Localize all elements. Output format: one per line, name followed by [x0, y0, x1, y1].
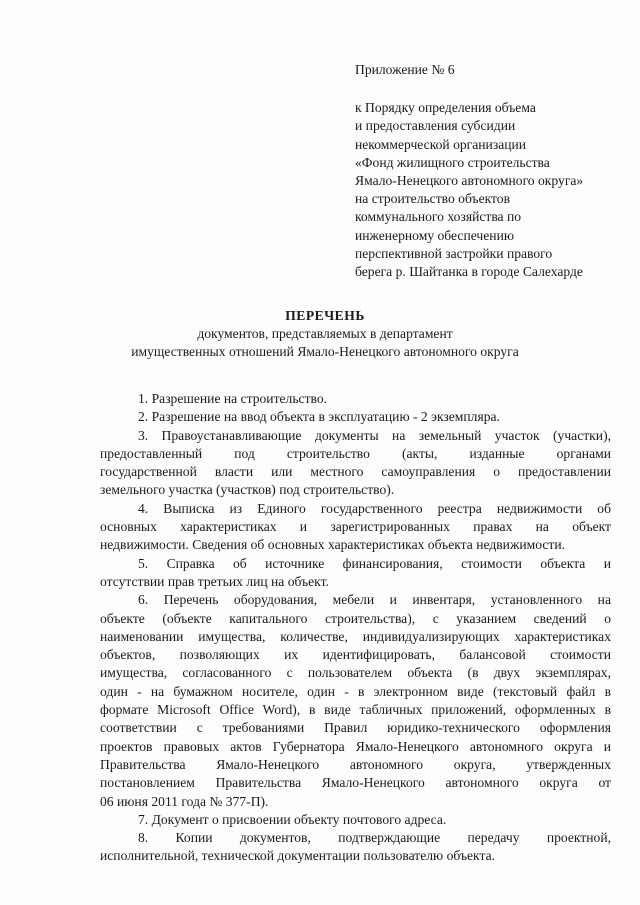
list-item: [100, 427, 611, 500]
annex-line: коммунального хозяйства по: [355, 209, 522, 225]
annex-line: Ямало-Ненецкого автономного округа»: [355, 173, 584, 189]
item-line: 6. Перечень оборудования, мебели и инвентаря, установленного на: [138, 592, 611, 608]
item-line: проектов правовых актов Губернатора Ямало-Ненецкого автономного округа и: [100, 738, 611, 754]
item-line: Правительства Ямало-Ненецкого автономного округа, утвержденных: [100, 756, 611, 772]
item-line: 2. Разрешение на ввод объекта в эксплуатацию - 2 экземпляра.: [138, 409, 500, 425]
document-list: [100, 390, 611, 866]
list-item: [100, 555, 611, 592]
list-item: [100, 811, 611, 829]
item-line: государственной власти или местного самоуправления о предоставлении: [100, 464, 611, 480]
list-item: [100, 408, 611, 426]
annex-line: инженерному обеспечению: [355, 227, 514, 243]
item-line: соответствии с требованиями Правил юридико-технического оформления: [100, 720, 611, 736]
annex-line: берега р. Шайтанка в городе Салехарде: [355, 264, 583, 280]
heading-subtitle-line: документов, представляемых в департамент: [197, 326, 453, 342]
item-line: 8. Копии документов, подтверждающие передачу проектной,: [138, 830, 611, 846]
annex-title: Приложение № 6: [355, 62, 455, 77]
document-heading: [60, 307, 590, 362]
item-line: 4. Выписка из Единого государственного реестра недвижимости об: [138, 500, 611, 516]
item-line: 3. Правоустанавливающие документы на земельный участок (участки),: [138, 427, 611, 443]
annex-line: к Порядку определения объема: [355, 100, 536, 116]
item-line: постановлением Правительства Ямало-Ненецкого автономного округа от: [100, 775, 611, 791]
item-line: земельного участка (участков) под строительство).: [100, 482, 395, 498]
item-line: исполнительной, технической документации пользователю объекта.: [100, 848, 496, 864]
annex-line: перспективной застройки правого: [355, 245, 553, 261]
annex-line: на строительство объектов: [355, 191, 511, 207]
item-line: недвижимости. Сведения об основных характеристиках объекта недвижимости.: [100, 537, 565, 553]
item-line: 06 июня 2011 года № 377-П).: [100, 793, 269, 809]
item-line: формате Microsoft Office Word), в виде табличных приложений, оформленных в: [100, 702, 611, 718]
item-line: 5. Справка об источнике финансирования, стоимости объекта и: [138, 555, 611, 571]
item-line: один - на бумажном носителе, один - в электронном виде (текстовый файл в: [100, 683, 611, 699]
item-line: объектов, позволяющих их идентифицировать, балансовой стоимости: [100, 647, 611, 663]
item-line: наименовании имущества, количестве, индивидуализирующих характеристиках: [100, 628, 611, 644]
list-item: [100, 500, 611, 555]
annex-description: [355, 99, 630, 281]
annex-line: некоммерческой организации: [355, 136, 527, 152]
item-line: основных характеристиках и зарегистрированных правах на объект: [100, 519, 611, 535]
heading-title: ПЕРЕЧЕНЬ: [285, 308, 365, 323]
item-line: предоставленный под строительство (акты, изданные органами: [100, 445, 611, 461]
annex-line: и предоставления субсидии: [355, 118, 516, 134]
list-item: [100, 390, 611, 408]
item-line: имущества, согласованного с пользователем объекта (в двух экземплярах,: [100, 665, 611, 681]
heading-subtitle-line: имущественных отношений Ямало-Ненецкого автономного округа: [131, 344, 519, 360]
annex-line: «Фонд жилищного строительства: [355, 154, 550, 170]
item-line: отсутствии прав третьих лиц на объект.: [100, 573, 329, 589]
item-line: 1. Разрешение на строительство.: [138, 391, 328, 406]
list-item: [100, 829, 611, 866]
list-item: [100, 591, 611, 811]
item-line: 7. Документ о присвоении объекту почтового адреса.: [138, 811, 447, 827]
annex-reference: [355, 61, 630, 281]
item-line: объекте (объекте капитального строительства), с указанием сведений о: [100, 610, 611, 626]
